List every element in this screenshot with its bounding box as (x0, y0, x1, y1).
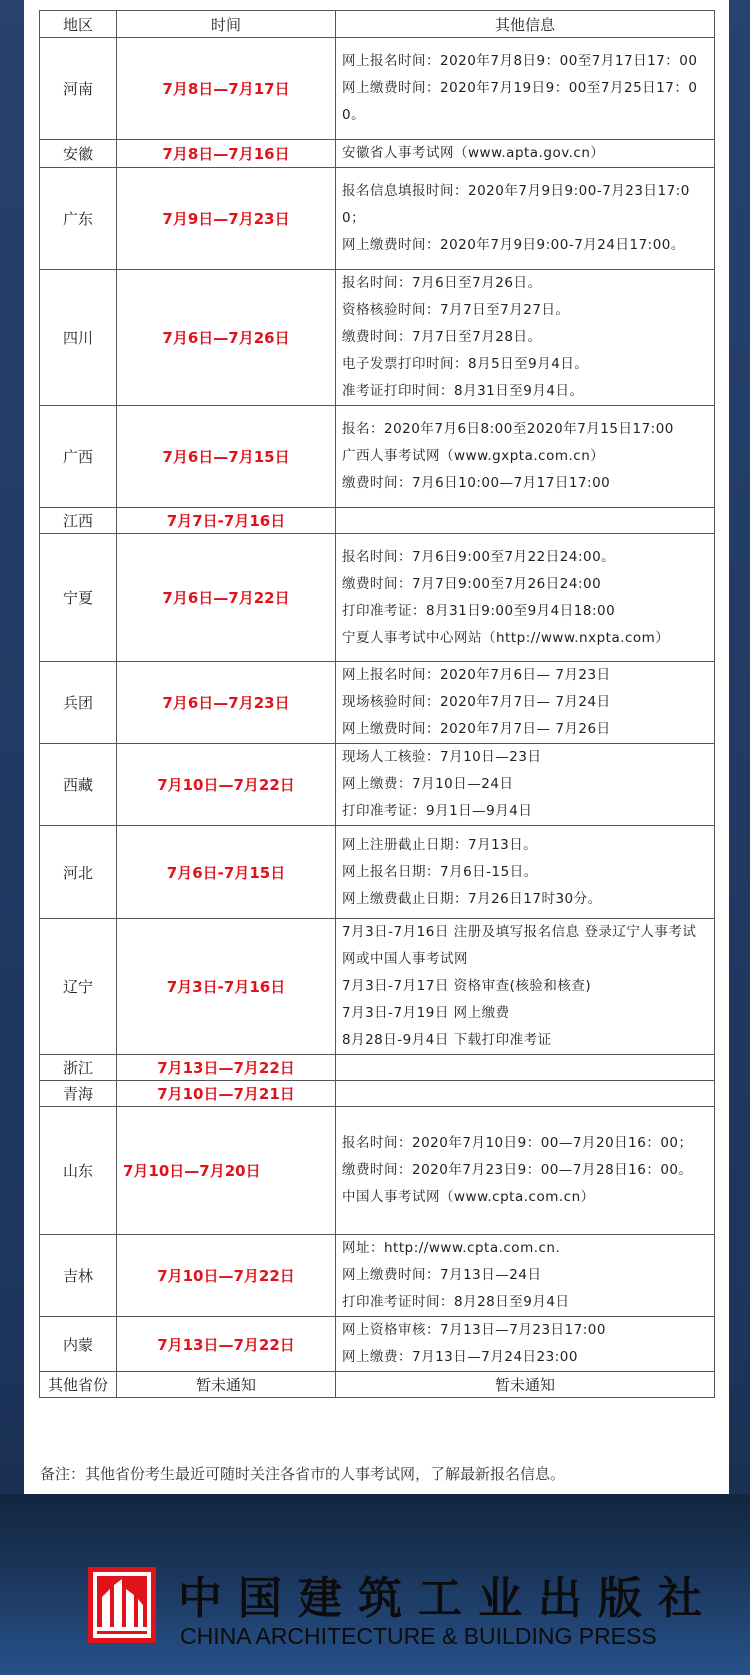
info-line: 网上缴费时间：2020年7月19日9：00至7月25日17：00。 (342, 80, 698, 123)
other-info-cell (336, 1081, 715, 1107)
other-info-cell (336, 140, 715, 168)
other-info-cell (336, 508, 715, 534)
info-line: 宁夏人事考试中心网站（http://www.nxpta.com） (342, 629, 670, 646)
date-range-cell: 7月10日—7月21日 (117, 1081, 336, 1107)
region-cell: 宁夏 (40, 534, 117, 662)
info-line: 7月3日-7月16日 注册及填写报名信息 登录辽宁人事考试网或中国人事考试网 (342, 924, 697, 967)
info-line: 报名：2020年7月6日8:00至2020年7月15日17:00 (342, 421, 674, 437)
info-line: 报名时间：7月6日至7月26日。 (342, 275, 542, 291)
info-line: 准考证打印时间：8月31日至9月4日。 (342, 383, 584, 399)
header-time: 时间 (117, 11, 336, 38)
info-line: 资格核验时间：7月7日至7月27日。 (342, 302, 570, 318)
info-line: 报名时间：7月6日9:00至7月22日24:00。 (342, 548, 616, 565)
region-cell: 青海 (40, 1081, 117, 1107)
region-cell: 安徽 (40, 140, 117, 168)
region-cell: 辽宁 (40, 919, 117, 1055)
info-line: 网上缴费时间：2020年7月9日9:00-7月24日17:00。 (342, 237, 685, 253)
table-row (40, 1235, 715, 1317)
info-line: 缴费时间：7月6日10:00—7月17日17:00 (342, 475, 611, 491)
other-info-cell (336, 168, 715, 270)
info-line: 网上缴费时间：7月13日—24日 (342, 1267, 542, 1283)
info-line: 网址：http://www.cpta.com.cn. (342, 1240, 561, 1256)
table-row (40, 534, 715, 662)
region-cell: 广西 (40, 406, 117, 508)
info-line: 缴费时间：7月7日至7月28日。 (342, 329, 542, 345)
date-range-cell: 7月6日—7月26日 (117, 270, 336, 406)
region-cell: 四川 (40, 270, 117, 406)
table-row (40, 140, 715, 168)
date-range-cell: 7月8日—7月17日 (117, 38, 336, 140)
date-range-cell: 7月10日—7月20日 (117, 1107, 336, 1235)
table-row (40, 1081, 715, 1107)
publisher-chinese-name: 中国建筑工业出版社 (178, 1573, 718, 1624)
other-info-cell (336, 1372, 715, 1398)
info-line: 报名信息填报时间：2020年7月9日9:00-7月23日17:00； (342, 183, 690, 226)
publisher-logo-icon (88, 1567, 156, 1643)
header-other: 其他信息 (336, 11, 715, 38)
info-line: 网上报名时间：2020年7月6日— 7月23日 (342, 667, 611, 683)
info-line: 网上注册截止日期：7月13日。 (342, 836, 538, 853)
publisher-english-name: CHINA ARCHITECTURE & BUILDING PRESS (180, 1623, 657, 1649)
region-cell: 广东 (40, 168, 117, 270)
other-info-cell (336, 1317, 715, 1372)
other-info-cell (336, 744, 715, 826)
date-range-cell: 7月10日—7月22日 (117, 744, 336, 826)
other-info-cell (336, 919, 715, 1055)
region-cell: 其他省份 (40, 1372, 117, 1398)
date-range-cell: 7月6日—7月22日 (117, 534, 336, 662)
region-cell: 吉林 (40, 1235, 117, 1317)
date-range-cell: 7月6日-7月15日 (117, 826, 336, 919)
info-line: 网上报名日期：7月6日-15日。 (342, 863, 538, 880)
info-line: 安徽省人事考试网（www.apta.gov.cn） (342, 145, 605, 161)
info-line: 网上缴费：7月13日—7月24日23:00 (342, 1349, 578, 1365)
table-row (40, 744, 715, 826)
header-region: 地区 (40, 11, 117, 38)
table-row (40, 826, 715, 919)
region-cell: 西藏 (40, 744, 117, 826)
date-range-cell: 7月8日—7月16日 (117, 140, 336, 168)
date-range-cell: 7月6日—7月15日 (117, 406, 336, 508)
table-row (40, 1372, 715, 1398)
date-range-cell: 7月10日—7月22日 (117, 1235, 336, 1317)
table-row (40, 1055, 715, 1081)
table-row (40, 662, 715, 744)
other-info-cell (336, 662, 715, 744)
date-range-cell: 7月13日—7月22日 (117, 1055, 336, 1081)
date-range-cell: 7月13日—7月22日 (117, 1317, 336, 1372)
info-line: 暂未通知 (494, 1376, 555, 1394)
info-line: 网上缴费截止日期：7月26日17时30分。 (342, 890, 602, 907)
info-line: 网上缴费：7月10日—24日 (342, 776, 514, 792)
table-row (40, 1107, 715, 1235)
info-line: 广西人事考试网（www.gxpta.com.cn） (342, 448, 605, 464)
date-range-cell: 暂未通知 (117, 1372, 336, 1398)
other-info-cell (336, 270, 715, 406)
info-line: 缴费时间：7月7日9:00至7月26日24:00 (342, 575, 602, 592)
info-line: 网上缴费时间：2020年7月7日— 7月26日 (342, 721, 611, 737)
info-line: 网上资格审核：7月13日—7月23日17:00 (342, 1322, 606, 1338)
table-row (40, 406, 715, 508)
table-row (40, 919, 715, 1055)
document-page (24, 0, 729, 1494)
table-row (40, 508, 715, 534)
other-info-cell (336, 1055, 715, 1081)
info-line: 网上报名时间：2020年7月8日9：00至7月17日17：00 (342, 53, 698, 69)
registration-table (39, 10, 715, 1398)
date-range-cell: 7月6日—7月23日 (117, 662, 336, 744)
info-line: 打印准考证：8月31日9:00至9月4日18:00 (342, 602, 616, 619)
other-info-cell (336, 534, 715, 662)
region-cell: 河南 (40, 38, 117, 140)
info-line: 现场人工核验：7月10日—23日 (342, 749, 542, 765)
region-cell: 河北 (40, 826, 117, 919)
info-line: 电子发票打印时间：8月5日至9月4日。 (342, 356, 589, 372)
other-info-cell (336, 1107, 715, 1235)
date-range-cell: 7月3日-7月16日 (117, 919, 336, 1055)
other-info-cell (336, 826, 715, 919)
other-info-cell (336, 406, 715, 508)
region-cell: 内蒙 (40, 1317, 117, 1372)
region-cell: 江西 (40, 508, 117, 534)
info-line: 7月3日-7月17日 资格审查(核验和核查) (342, 978, 592, 994)
info-line: 中国人事考试网（www.cpta.com.cn） (342, 1189, 595, 1205)
other-info-cell (336, 1235, 715, 1317)
table-row (40, 1317, 715, 1372)
table-header-row (40, 11, 715, 38)
info-line: 打印准考证：9月1日—9月4日 (342, 803, 533, 819)
date-range-cell: 7月7日-7月16日 (117, 508, 336, 534)
table-row (40, 270, 715, 406)
info-line: 现场核验时间：2020年7月7日— 7月24日 (342, 694, 611, 710)
date-range-cell: 7月9日—7月23日 (117, 168, 336, 270)
footnote: 备注：其他省份考生最近可随时关注各省市的人事考试网，了解最新报名信息。 (40, 1465, 566, 1483)
info-line: 打印准考证时间：8月28日至9月4日 (342, 1294, 570, 1310)
info-line: 7月3日-7月19日 网上缴费 (342, 1005, 510, 1021)
table-row (40, 168, 715, 270)
table-row (40, 38, 715, 140)
info-line: 报名时间：2020年7月10日9：00—7月20日16：00； (342, 1135, 693, 1151)
info-line: 8月28日-9月4日 下载打印准考证 (342, 1032, 552, 1048)
region-cell: 浙江 (40, 1055, 117, 1081)
region-cell: 兵团 (40, 662, 117, 744)
other-info-cell (336, 38, 715, 140)
region-cell: 山东 (40, 1107, 117, 1235)
info-line: 缴费时间：2020年7月23日9：00—7月28日16：00。 (342, 1162, 693, 1178)
